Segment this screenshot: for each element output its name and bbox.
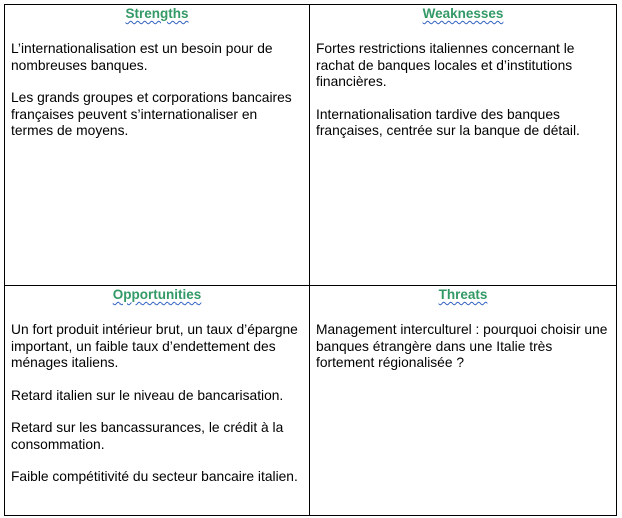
threats-heading: Threats	[438, 287, 488, 302]
threats-cell	[310, 286, 617, 516]
strengths-cell	[5, 5, 310, 286]
strengths-item: L’internationalisation est un besoin pour de nombreuses banques.	[11, 41, 273, 73]
opportunities-item: Retard sur les bancassurances, le crédit à la consommation.	[11, 420, 284, 452]
opportunities-item: Un fort produit intérieur brut, un taux d’épargne important, un faible taux d’endettement des ménages italiens.	[11, 322, 298, 370]
opportunities-cell	[5, 286, 310, 516]
opportunities-item: Retard italien sur le niveau de bancarisation.	[11, 387, 284, 403]
weaknesses-heading: Weaknesses	[422, 6, 504, 21]
opportunities-heading: Opportunities	[112, 287, 202, 302]
swot-row-bottom	[5, 286, 617, 516]
swot-row-top	[5, 5, 617, 286]
weaknesses-item: Fortes restrictions italiennes concernant le rachat de banques locales et d’institutions financières.	[316, 41, 575, 89]
strengths-heading: Strengths	[125, 6, 189, 21]
threats-item: Management interculturel : pourquoi choisir une banques étrangère dans une Italie très fortement régionalisée ?	[316, 322, 608, 370]
opportunities-item: Faible compétitivité du secteur bancaire italien.	[11, 469, 298, 484]
weaknesses-item: Internationalisation tardive des banques françaises, centrée sur la banque de détail.	[316, 106, 580, 138]
weaknesses-cell	[310, 5, 617, 286]
swot-table	[4, 4, 617, 516]
strengths-item: Les grands groupes et corporations bancaires françaises peuvent s’internationaliser en termes de moyens.	[11, 90, 292, 138]
